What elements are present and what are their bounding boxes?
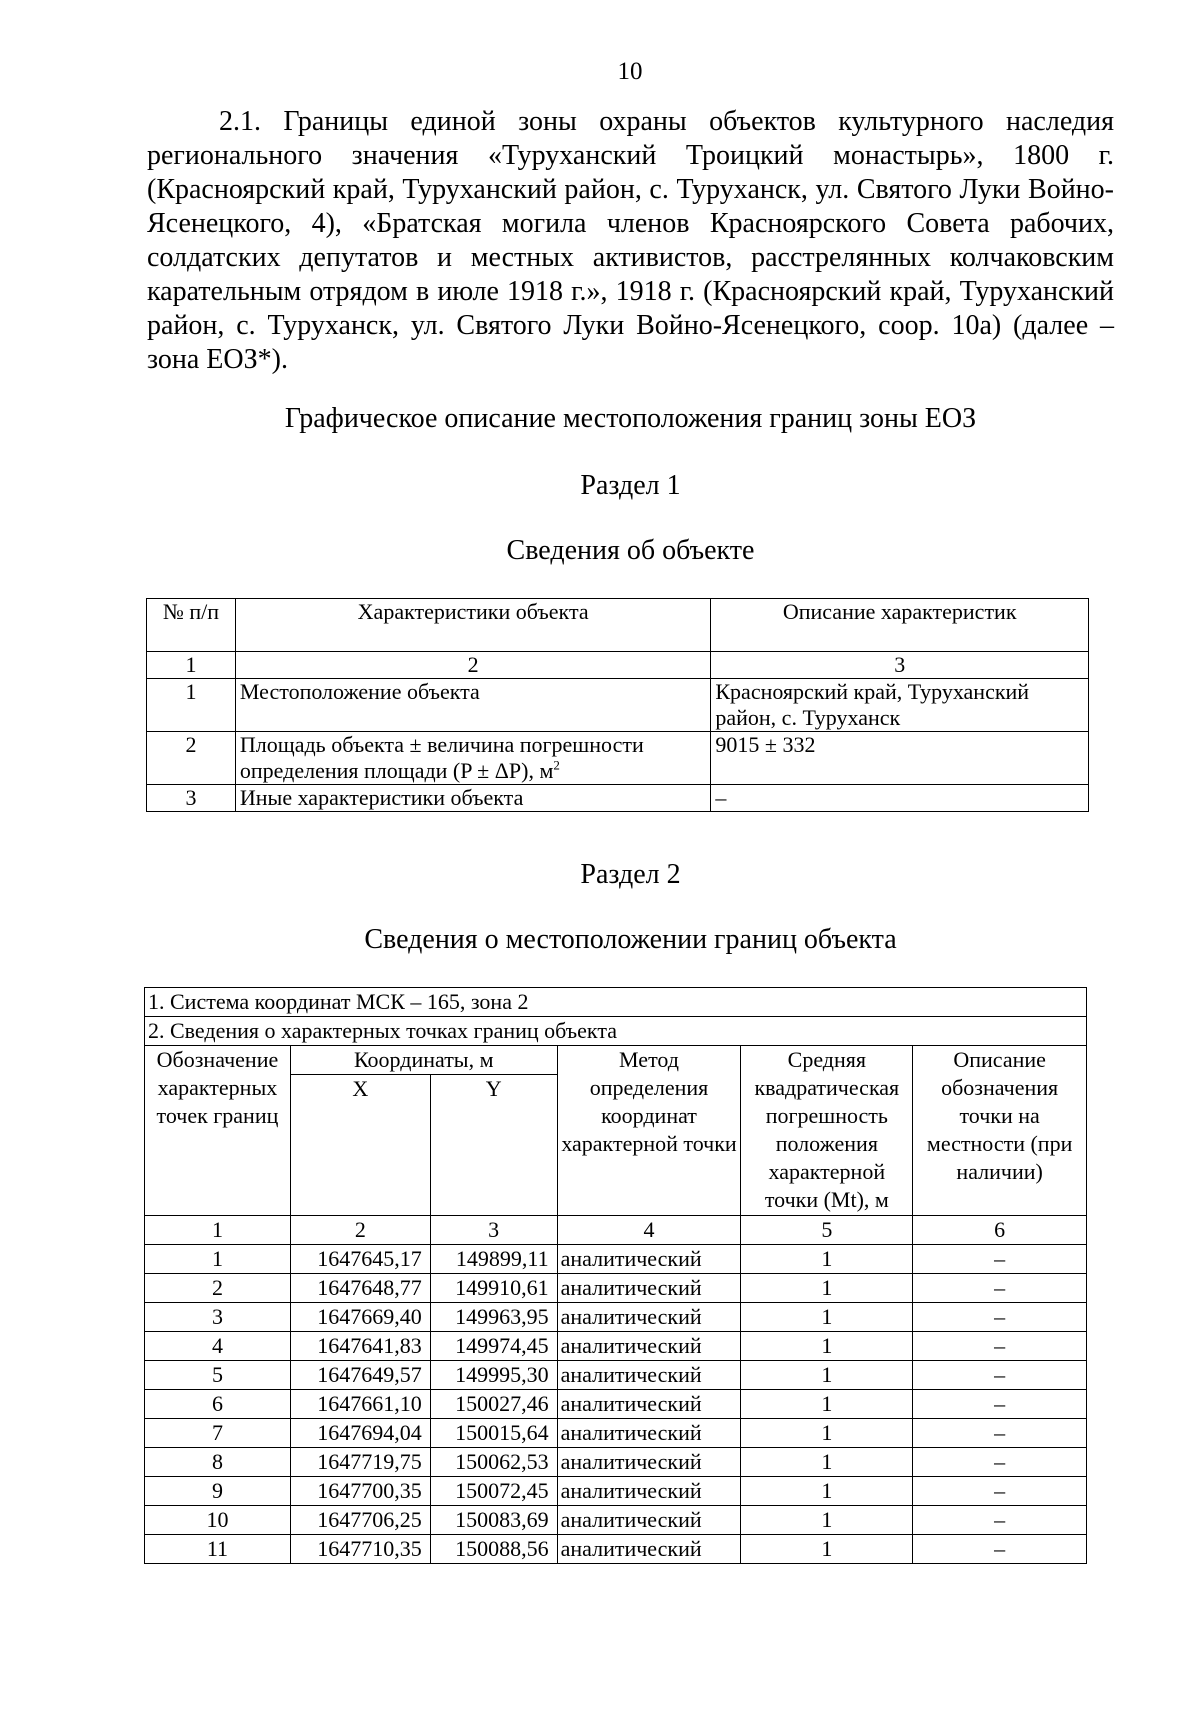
table-row: [145, 1361, 1087, 1390]
column-number: 2: [235, 652, 710, 679]
point-x: 1647649,57: [290, 1361, 430, 1390]
table-row: [145, 1448, 1087, 1477]
points-title: 2. Сведения о характерных точках границ объекта: [145, 1017, 1087, 1046]
point-description: –: [913, 1274, 1087, 1303]
point-error: 1: [741, 1535, 913, 1564]
point-method: аналитический: [557, 1332, 741, 1361]
characteristic-name: Площадь объекта ± величина погрешности определения площади (P ± ΔP), м: [239, 732, 644, 783]
intro-paragraph: 2.1. Границы единой зоны охраны объектов культурного наследия регионального значения «Туруханский Троицкий монастырь», 1800 г. (Красноярский край, Туруханский район, с. Туруханск, ул. Святого Луки Войно-Ясенецкого, 4), «Братская могила членов Красноярского Совета рабочих, солдатских депутатов и местных активистов, расстрелянных колчаковским карательным отрядом в июле 1918 г.», 1918 г. (Красноярский край, Туруханский район, с. Туруханск, ул. Святого Луки Войно-Ясенецкого, соор. 10а) (далее – зона ЕОЗ*).: [147, 106, 1114, 375]
table-row: [145, 1535, 1087, 1564]
point-error: 1: [741, 1274, 913, 1303]
point-description: –: [913, 1448, 1087, 1477]
coord-system: 1. Система координат МСК – 165, зона 2: [145, 988, 1087, 1017]
point-number: 7: [145, 1419, 291, 1448]
point-method: аналитический: [557, 1390, 741, 1419]
table-row: [147, 785, 1089, 812]
table-row: [145, 1303, 1087, 1332]
point-y: 149899,11: [430, 1245, 557, 1274]
point-x: 1647694,04: [290, 1419, 430, 1448]
object-info-table: [146, 598, 1089, 812]
unit-superscript: 2: [553, 757, 560, 773]
row-number: 2: [147, 732, 236, 785]
page-number: 10: [617, 58, 643, 85]
point-y: 150062,53: [430, 1448, 557, 1477]
point-method: аналитический: [557, 1506, 741, 1535]
point-x: 1647719,75: [290, 1448, 430, 1477]
point-error: 1: [741, 1361, 913, 1390]
column-number: 1: [145, 1216, 291, 1245]
point-number: 8: [145, 1448, 291, 1477]
point-error: 1: [741, 1477, 913, 1506]
point-x: 1647645,17: [290, 1245, 430, 1274]
header-method: Метод определения координат характерной точки: [557, 1046, 741, 1216]
point-method: аналитический: [557, 1274, 741, 1303]
table-row: [145, 1332, 1087, 1361]
column-number: 3: [711, 652, 1089, 679]
column-number: 2: [290, 1216, 430, 1245]
column-number-row: [145, 1216, 1087, 1245]
header-x: X: [290, 1075, 430, 1216]
points-title-row: [145, 1017, 1087, 1046]
point-error: 1: [741, 1332, 913, 1361]
characteristic-name: Местоположение объекта: [235, 679, 710, 732]
point-method: аналитический: [557, 1361, 741, 1390]
point-x: 1647710,35: [290, 1535, 430, 1564]
table-row: [145, 1506, 1087, 1535]
point-x: 1647661,10: [290, 1390, 430, 1419]
section2-title: Раздел 2: [580, 859, 681, 890]
table-row: [145, 1419, 1087, 1448]
point-description: –: [913, 1303, 1087, 1332]
row-number: 1: [147, 679, 236, 732]
point-y: 150083,69: [430, 1506, 557, 1535]
point-number: 4: [145, 1332, 291, 1361]
point-method: аналитический: [557, 1303, 741, 1332]
point-number: 9: [145, 1477, 291, 1506]
header-description: Описание обозначения точки на местности (при наличии): [913, 1046, 1087, 1216]
header-cell: Описание характеристик: [711, 599, 1089, 652]
column-number: 4: [557, 1216, 741, 1245]
point-x: 1647641,83: [290, 1332, 430, 1361]
point-x: 1647648,77: [290, 1274, 430, 1303]
header-error: Средняя квадратическая погрешность положения характерной точки (Mt), м: [741, 1046, 913, 1216]
header-y: Y: [430, 1075, 557, 1216]
point-error: 1: [741, 1448, 913, 1477]
characteristic-name-cell: [235, 732, 710, 785]
section2-subtitle: Сведения о местоположении границ объекта: [364, 924, 897, 955]
header-coordinates: Координаты, м: [290, 1046, 557, 1075]
point-number: 10: [145, 1506, 291, 1535]
point-y: 149963,95: [430, 1303, 557, 1332]
point-number: 6: [145, 1390, 291, 1419]
column-number: 6: [913, 1216, 1087, 1245]
point-y: 150088,56: [430, 1535, 557, 1564]
point-number: 5: [145, 1361, 291, 1390]
point-error: 1: [741, 1390, 913, 1419]
point-description: –: [913, 1506, 1087, 1535]
point-x: 1647700,35: [290, 1477, 430, 1506]
point-method: аналитический: [557, 1535, 741, 1564]
header-cell: № п/п: [147, 599, 236, 652]
point-method: аналитический: [557, 1419, 741, 1448]
characteristic-value: Красноярский край, Туруханский район, с. Туруханск: [711, 679, 1089, 732]
point-description: –: [913, 1332, 1087, 1361]
column-number: 1: [147, 652, 236, 679]
point-number: 1: [145, 1245, 291, 1274]
point-description: –: [913, 1245, 1087, 1274]
point-y: 149974,45: [430, 1332, 557, 1361]
point-error: 1: [741, 1506, 913, 1535]
point-x: 1647669,40: [290, 1303, 430, 1332]
coord-system-row: [145, 988, 1087, 1017]
point-error: 1: [741, 1419, 913, 1448]
point-y: 150027,46: [430, 1390, 557, 1419]
table-row: [147, 679, 1089, 732]
table-row: [145, 1274, 1087, 1303]
table-header-row: [147, 599, 1089, 652]
point-y: 150015,64: [430, 1419, 557, 1448]
graphic-description-title: Графическое описание местоположения границ зоны ЕОЗ: [284, 403, 977, 434]
point-number: 3: [145, 1303, 291, 1332]
point-x: 1647706,25: [290, 1506, 430, 1535]
column-number: 5: [741, 1216, 913, 1245]
section1-title: Раздел 1: [580, 470, 681, 501]
point-number: 2: [145, 1274, 291, 1303]
characteristic-value: –: [711, 785, 1089, 812]
point-method: аналитический: [557, 1245, 741, 1274]
point-method: аналитический: [557, 1448, 741, 1477]
table-row: [147, 732, 1089, 785]
section1-subtitle: Сведения об объекте: [506, 535, 755, 566]
point-error: 1: [741, 1303, 913, 1332]
row-number: 3: [147, 785, 236, 812]
table-row: [145, 1390, 1087, 1419]
point-error: 1: [741, 1245, 913, 1274]
column-number-row: [147, 652, 1089, 679]
table-row: [145, 1245, 1087, 1274]
point-description: –: [913, 1535, 1087, 1564]
boundary-points-table: [144, 987, 1087, 1564]
point-y: 149995,30: [430, 1361, 557, 1390]
point-y: 150072,45: [430, 1477, 557, 1506]
column-number: 3: [430, 1216, 557, 1245]
characteristic-value: 9015 ± 332: [711, 732, 1089, 785]
point-description: –: [913, 1419, 1087, 1448]
table-row: [145, 1477, 1087, 1506]
point-y: 149910,61: [430, 1274, 557, 1303]
table-header-row: [145, 1046, 1087, 1075]
point-number: 11: [145, 1535, 291, 1564]
point-description: –: [913, 1361, 1087, 1390]
characteristic-name: Иные характеристики объекта: [235, 785, 710, 812]
point-method: аналитический: [557, 1477, 741, 1506]
point-description: –: [913, 1477, 1087, 1506]
header-cell: Характеристики объекта: [235, 599, 710, 652]
header-designation: Обозначение характерных точек границ: [145, 1046, 291, 1216]
point-description: –: [913, 1390, 1087, 1419]
